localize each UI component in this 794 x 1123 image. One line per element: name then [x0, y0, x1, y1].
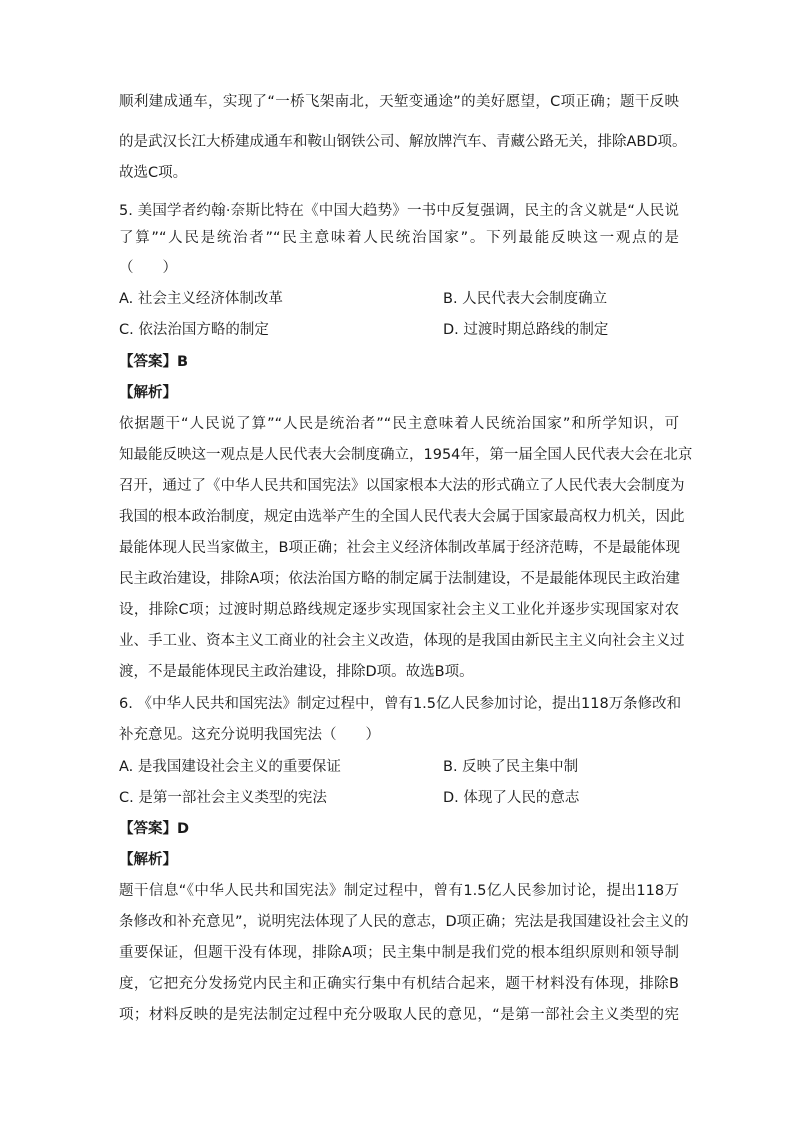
- question-5-analysis-line: 召开，通过了《中华人民共和国宪法》以国家根本大法的形式确立了人民代表大会制度为: [119, 478, 685, 494]
- text-line: 的是武汉长江大桥建成通车和鞍山钢铁公司、解放牌汽车、青藏公路无关，排除ABD项。: [119, 134, 687, 150]
- question-6-stem: 补充意见。这充分说明我国宪法（ ）: [119, 727, 380, 743]
- question-5-stem: 5. 美国学者约翰·奈斯比特在《中国大趋势》一书中反复强调，民主的含义就是“人民说: [119, 203, 679, 219]
- question-6-analysis-label: 【解析】: [119, 852, 177, 868]
- question-6-analysis-line: 度，它把充分发扬党内民主和正确实行集中有机结合起来，题干材料没有体现，排除B: [119, 976, 679, 992]
- text-line: 故选C项。: [119, 165, 188, 181]
- question-5-option-c: C. 依法治国方略的制定: [119, 322, 269, 338]
- question-5-answer: 【答案】B: [119, 354, 189, 370]
- question-5-analysis-line: 依据题干“人民说了算”“人民是统治者”“民主意味着人民统治国家”和所学知识，可: [119, 416, 679, 432]
- question-6-option-a: A. 是我国建设社会主义的重要保证: [119, 759, 341, 775]
- question-5-analysis-line: 设，排除C项；过渡时期总路线规定逐步实现国家社会主义工业化并逐步实现国家对农: [119, 602, 679, 618]
- question-5-analysis-line: 知最能反映这一观点是人民代表大会制度确立，1954年，第一届全国人民代表大会在北京: [119, 447, 693, 463]
- question-6-analysis-line: 条修改和补充意见”，说明宪法体现了人民的意志，D项正确；宪法是我国建设社会主义的: [119, 914, 689, 930]
- question-6-analysis-line: 题干信息“《中华人民共和国宪法》制定过程中，曾有1.5亿人民参加讨论，提出118万: [119, 883, 679, 899]
- question-6-option-d: D. 体现了人民的意志: [443, 790, 580, 806]
- question-5-option-d: D. 过渡时期总路线的制定: [443, 322, 609, 338]
- question-5-analysis-line: 我国的根本政治制度，规定由选举产生的全国人民代表大会属于国家最高权力机关，因此: [119, 509, 685, 525]
- question-6-analysis-line: 项；材料反映的是宪法制定过程中充分吸取人民的意见，“是第一部社会主义类型的宪: [119, 1007, 679, 1023]
- question-5-analysis-line: 民主政治建设，排除A项；依法治国方略的制定属于法制建设，不是最能体现民主政治建: [119, 571, 680, 587]
- question-6-answer: 【答案】D: [119, 821, 190, 837]
- question-5-analysis-line: 渡，不是最能体现民主政治建设，排除D项。故选B项。: [119, 664, 474, 680]
- question-6-option-b: B. 反映了民主集中制: [443, 759, 579, 775]
- question-5-analysis-line: 业、手工业、资本主义工商业的社会主义改造，体现的是我国由新民主主义向社会主义过: [119, 633, 685, 649]
- question-5-option-a: A. 社会主义经济体制改革: [119, 291, 283, 307]
- question-5-analysis-label: 【解析】: [119, 385, 177, 401]
- question-5-stem: 了算”“人民是统治者”“民主意味着人民统治国家”。下列最能反映这一观点的是: [119, 230, 679, 246]
- question-5-blank: （ ）: [119, 260, 177, 276]
- text-line: 顺利建成通车，实现了“一桥飞架南北，天堑变通途”的美好愿望，C项正确；题干反映: [119, 94, 679, 110]
- question-5-option-b: B. 人民代表大会制度确立: [443, 291, 608, 307]
- question-6-stem: 6. 《中华人民共和国宪法》制定过程中，曾有1.5亿人民参加讨论，提出118万条修改和: [119, 696, 682, 712]
- question-6-analysis-line: 重要保证，但题干没有体现，排除A项；民主集中制是我们党的根本组织原则和领导制: [119, 945, 679, 961]
- question-6-option-c: C. 是第一部社会主义类型的宪法: [119, 790, 327, 806]
- question-5-analysis-line: 最能体现人民当家做主，B项正确；社会主义经济体制改革属于经济范畴，不是最能体现: [119, 540, 680, 556]
